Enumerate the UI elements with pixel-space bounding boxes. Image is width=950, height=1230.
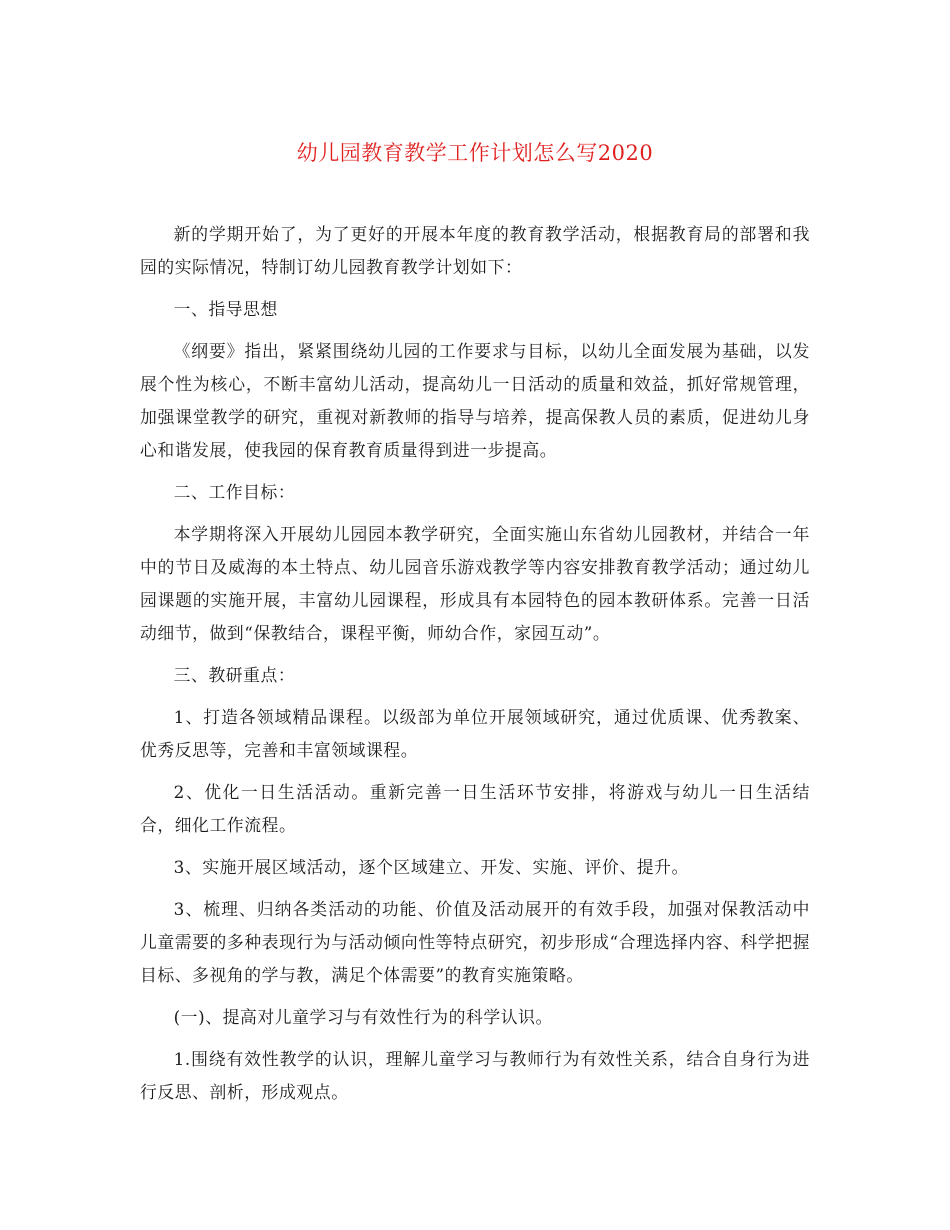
paragraph-intro: 新的学期开始了，为了更好的开展本年度的教育教学活动，根据教育局的部署和我园的实际情况，特制订幼儿园教育教学计划如下： (140, 224, 810, 277)
list-item-3: 3、实施开展区域活动，逐个区域建立、开发、实施、评价、提升。 (173, 857, 689, 877)
heading-research-focus: 三、教研重点： (173, 665, 296, 685)
heading-work-goals: 二、工作目标： (173, 482, 296, 502)
sub-item-1: 1.围绕有效性教学的认识，理解儿童学习与教师行为有效性关系，结合自身行为进行反思、剖析，形成观点。 (140, 1049, 810, 1102)
list-item-2: 2、优化一日生活活动。重新完善一日生活环节安排，将游戏与幼儿一日生活结合，细化工作流程。 (140, 782, 810, 835)
document-body (140, 218, 810, 1109)
paragraph-work-goals: 本学期将深入开展幼儿园园本教学研究，全面实施山东省幼儿园教材，并结合一年中的节日及威海的本土特点、幼儿园音乐游戏教学等内容安排教育教学活动；通过幼儿园课题的实施开展，丰富幼儿园课程，形成具有本园特色的园本教研体系。完善一日活动细节，做到“保教结合，课程平衡，师幼合作，家园互动”。 (140, 524, 810, 643)
document-title: 幼儿园教育教学工作计划怎么写2020 (296, 141, 654, 165)
subheading-1: (一)、提高对儿童学习与有效性行为的科学认识。 (173, 1007, 553, 1027)
list-item-1: 1、打造各领域精品课程。以级部为单位开展领域研究，通过优质课、优秀教案、优秀反思等，完善和丰富领域课程。 (140, 707, 810, 760)
list-item-3b: 3、梳理、归纳各类活动的功能、价值及活动展开的有效手段，加强对保教活动中儿童需要的多种表现行为与活动倾向性等特点研究，初步形成“合理选择内容、科学把握目标、多视角的学与教，满足个体需要”的教育实施策略。 (140, 899, 810, 985)
paragraph-guiding-ideology: 《纲要》指出，紧紧围绕幼儿园的工作要求与目标，以幼儿全面发展为基础，以发展个性为核心，不断丰富幼儿活动，提高幼儿一日活动的质量和效益，抓好常规管理，加强课堂教学的研究，重视对新教师的指导与培养，提高保教人员的素质，促进幼儿身心和谐发展，使我园的保育教育质量得到进一步提高。 (140, 341, 810, 460)
heading-guiding-ideology: 一、指导思想 (173, 299, 278, 319)
